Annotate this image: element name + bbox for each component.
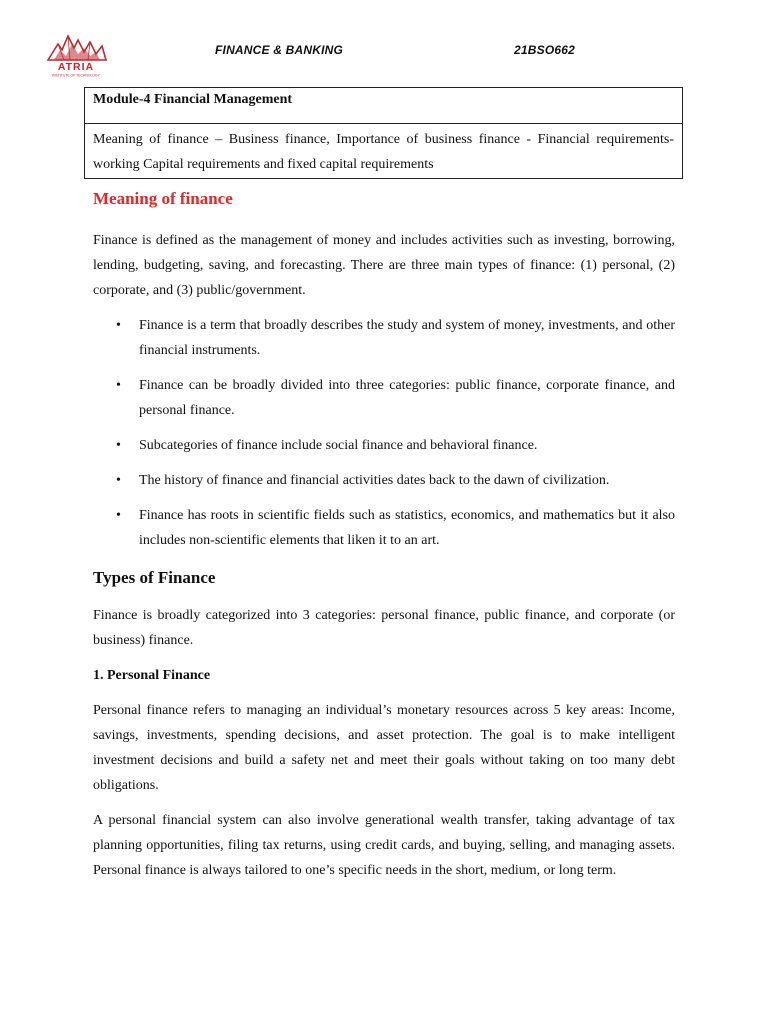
module-table bbox=[84, 87, 683, 179]
section-heading-meaning: Meaning of finance bbox=[93, 189, 233, 208]
meaning-paragraph: Finance is defined as the management of money and includes activities such as investing, borrowing, lending, budgeting, saving, and forecasting. There are three main types of finance: (1) personal, (2) corporate, and (3) public/government. bbox=[93, 233, 675, 298]
list-item: • Finance can be broadly divided into three categories: public finance, corporate finance, and personal finance. bbox=[93, 373, 675, 423]
header-title: FINANCE & BANKING bbox=[215, 43, 344, 57]
module-topics: Meaning of finance – Business finance, Importance of business finance - Financial requirements- working Capital requirements and fixed capital requirements bbox=[93, 132, 674, 172]
list-item: • The history of finance and financial activities dates back to the dawn of civilization. bbox=[93, 468, 675, 493]
course-code: 21BSO662 bbox=[514, 43, 575, 57]
meaning-bullet-list bbox=[93, 313, 675, 553]
document-body bbox=[93, 184, 675, 893]
types-paragraph: Finance is broadly categorized into 3 categories: personal finance, public finance, and corporate (or business) finance. bbox=[93, 608, 675, 648]
personal-finance-paragraph-2: A personal financial system can also involve generational wealth transfer, taking advantage of tax planning opportunities, filing tax returns, using credit cards, and buying, selling, and managing assets. Personal finance is always tailored to one’s specific needs in the short, medium, or long term. bbox=[93, 813, 675, 878]
svg-text:INSTITUTE OF TECHNOLOGY: INSTITUTE OF TECHNOLOGY bbox=[52, 73, 100, 78]
section-heading-types: Types of Finance bbox=[93, 568, 216, 587]
atria-logo bbox=[44, 30, 108, 78]
list-item: • Subcategories of finance include social finance and behavioral finance. bbox=[93, 433, 675, 458]
subheading-personal-finance: 1. Personal Finance bbox=[93, 668, 211, 683]
atria-logo-icon bbox=[44, 30, 108, 78]
personal-finance-paragraph-1: Personal finance refers to managing an individual’s monetary resources across 5 key areas: Income, savings, investments, spending decisions, and asset protection. The goal is to make intelligent investment decisions and build a safety net and meet their goals without taking on too many debt obligations. bbox=[93, 703, 675, 793]
svg-text:ATRIA: ATRIA bbox=[57, 61, 95, 73]
module-title: Module-4 Financial Management bbox=[85, 88, 682, 124]
list-item: • Finance is a term that broadly describes the study and system of money, investments, and other financial instruments. bbox=[93, 313, 675, 363]
list-item: • Finance has roots in scientific fields such as statistics, economics, and mathematics but it also includes non-scientific elements that liken it to an art. bbox=[93, 503, 675, 553]
